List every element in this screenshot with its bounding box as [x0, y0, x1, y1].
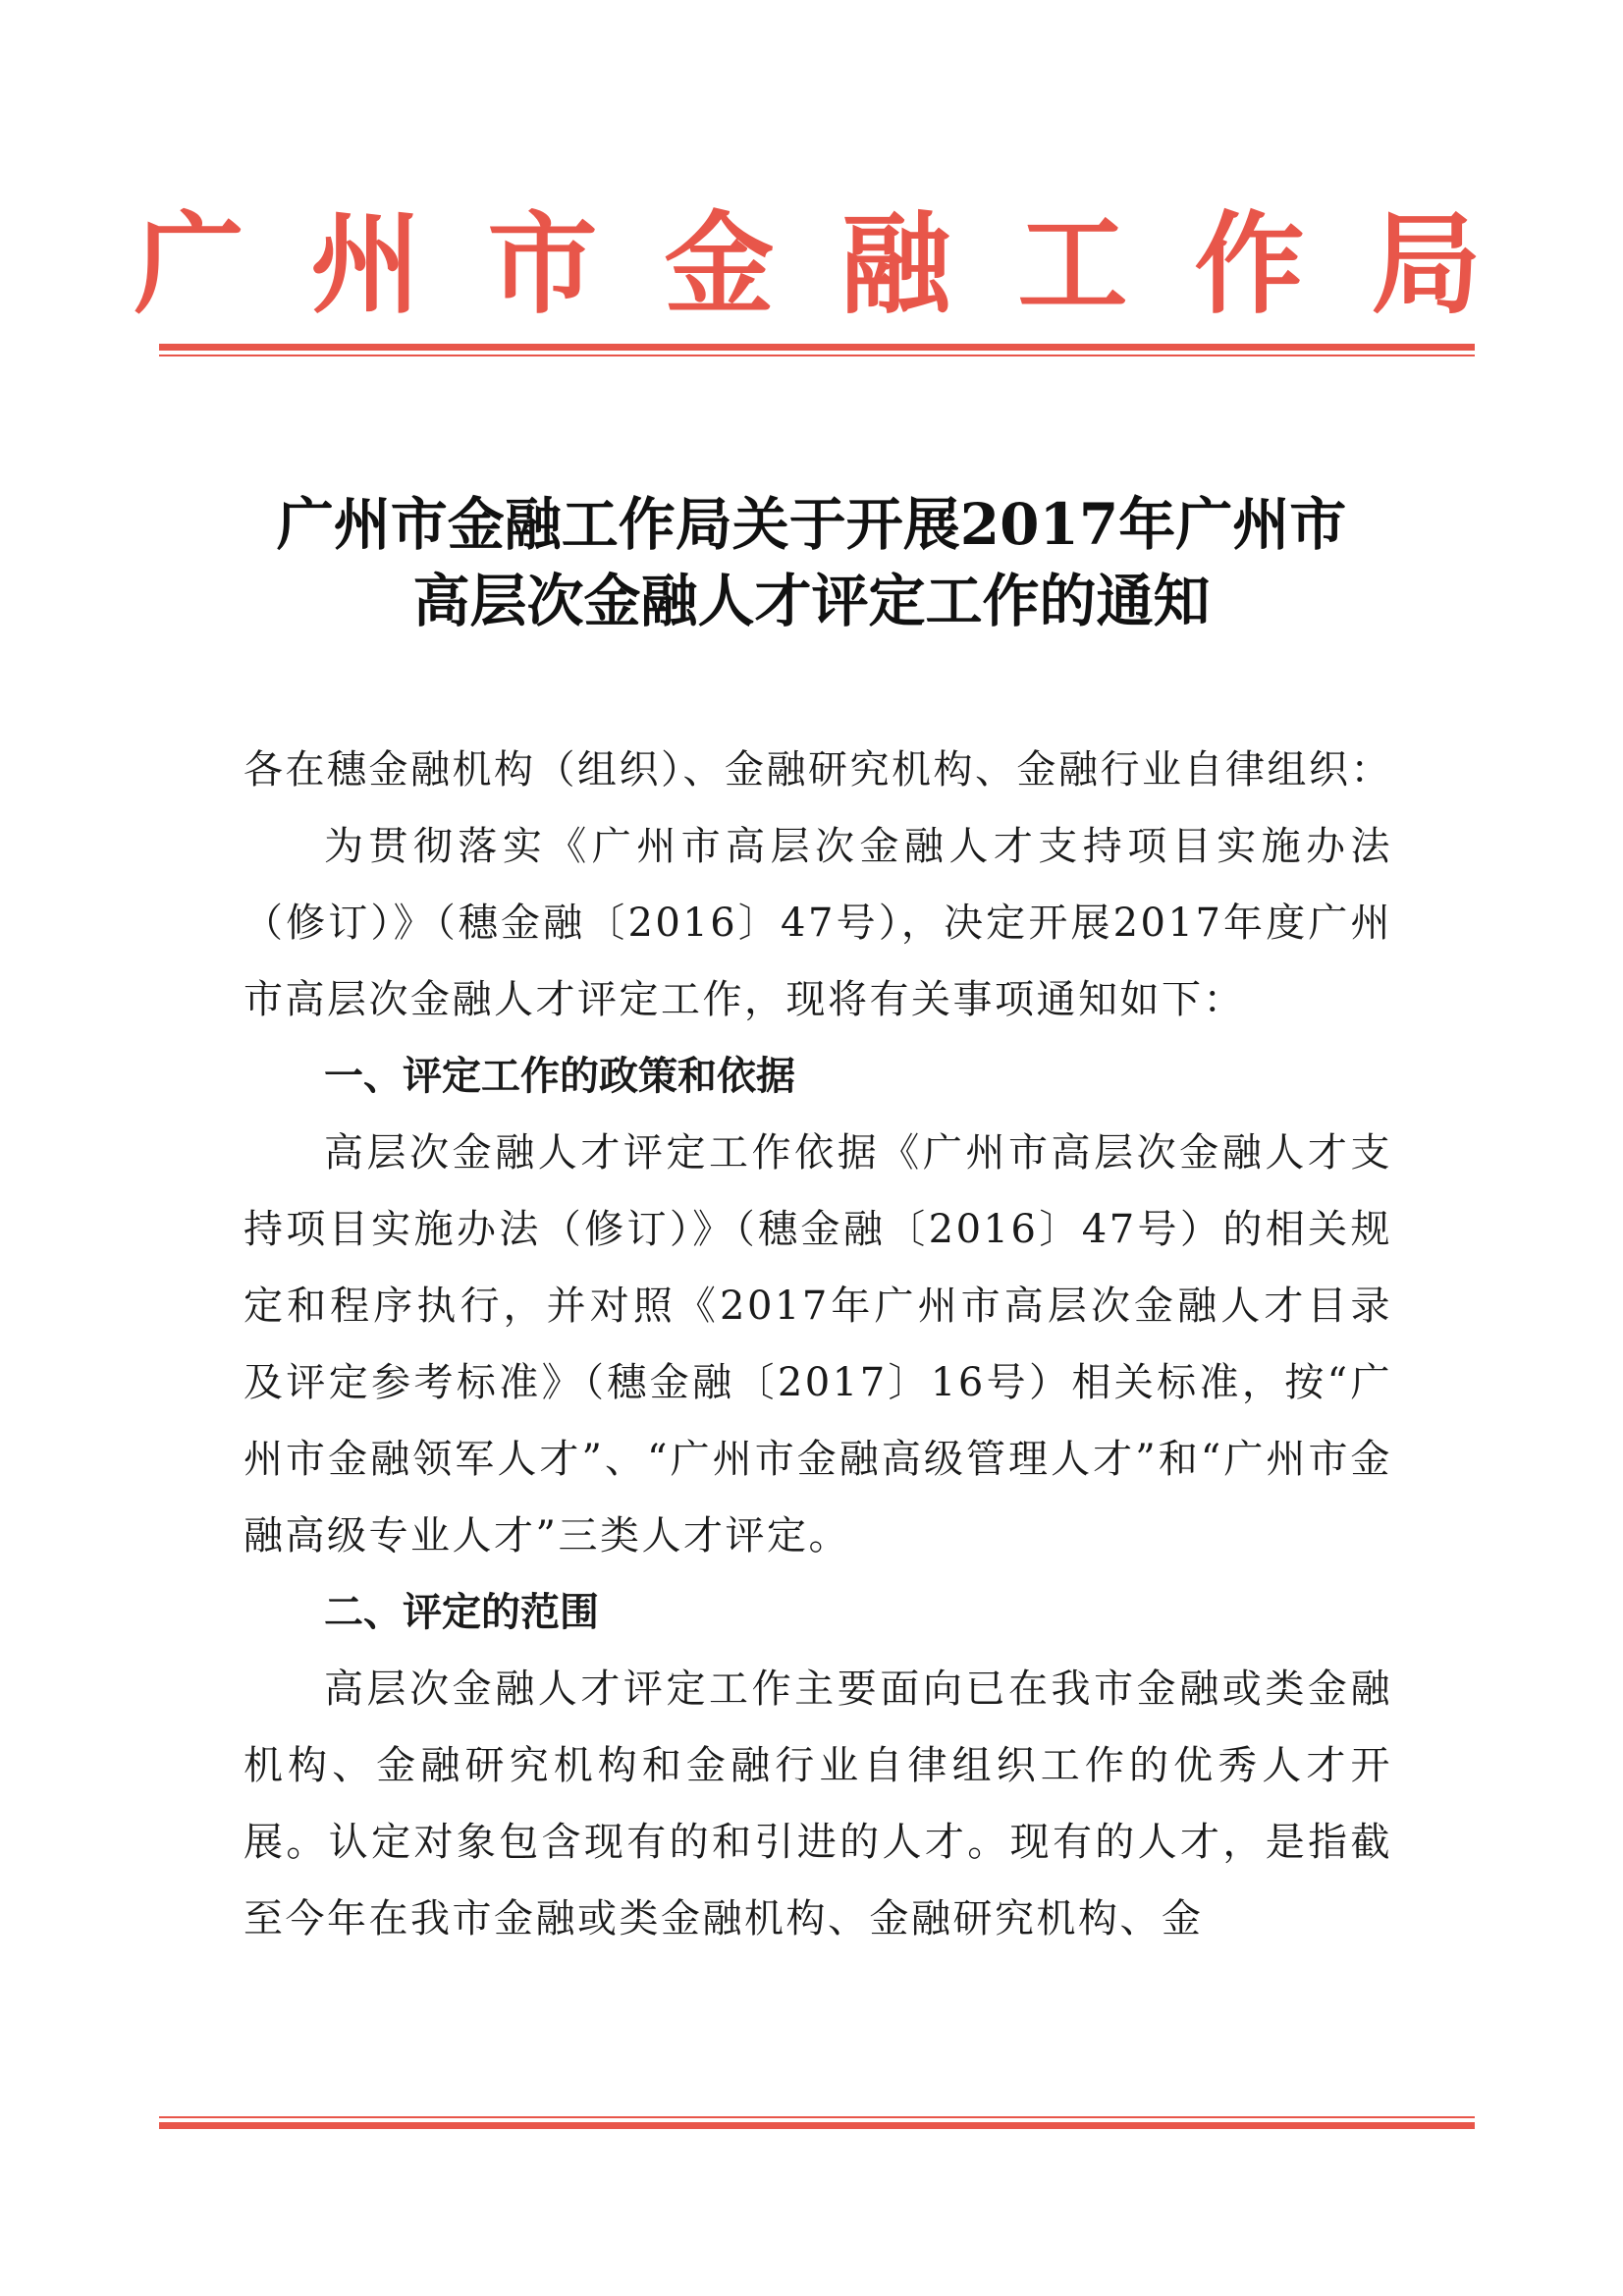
section-2-paragraph: 高层次金融人才评定工作主要面向已在我市金融或类金融机构、金融研究机构和金融行业自律组织工作的优秀人才开展。认定对象包含现有的和引进的人才。现有的人才，是指截至今年在我市金融或类金融机构、金融研究机构、金 — [243, 1667, 1392, 1941]
intro-paragraph: 为贯彻落实《广州市高层次金融人才支持项目实施办法（修订）》（穗金融〔2016〕47号），决定开展2017年度广州市高层次金融人才评定工作，现将有关事项通知如下： — [243, 824, 1392, 1022]
section-1-heading: 一、评定工作的政策和依据 — [324, 1054, 795, 1099]
footer-rule-thick-line — [159, 2122, 1475, 2129]
document-title-line-2: 高层次金融人才评定工作的通知 — [412, 568, 1211, 634]
header-rule-thick-line — [159, 344, 1475, 351]
salutation: 各在穗金融机构（组织）、金融研究机构、金融行业自律组织： — [243, 747, 1392, 793]
header-rule-thin-line — [159, 355, 1475, 356]
section-1-paragraph: 高层次金融人才评定工作依据《广州市高层次金融人才支持项目实施办法（修订）》（穗金融〔2016〕47号）的相关规定和程序执行，并对照《2017年广州市高层次金融人才目录及评定参考标准》（穗金融〔2017〕16号）相关标准，按“广州市金融领军人才”、“广州市金融高级管理人才”和“广州市金融高级专业人才”三类人才评定。 — [243, 1130, 1392, 1558]
footer-rule-thin-line — [159, 2116, 1475, 2118]
section-2-heading: 二、评定的范围 — [324, 1590, 599, 1635]
issuing-authority-header: 广州市金融工作局 — [134, 200, 1548, 329]
header-red-rule — [159, 344, 1475, 356]
footer-red-rule — [159, 2116, 1475, 2129]
document-title — [147, 486, 1476, 639]
document-title-line-1: 广州市金融工作局关于开展2017年广州市 — [276, 491, 1347, 558]
document-body — [243, 732, 1392, 1957]
